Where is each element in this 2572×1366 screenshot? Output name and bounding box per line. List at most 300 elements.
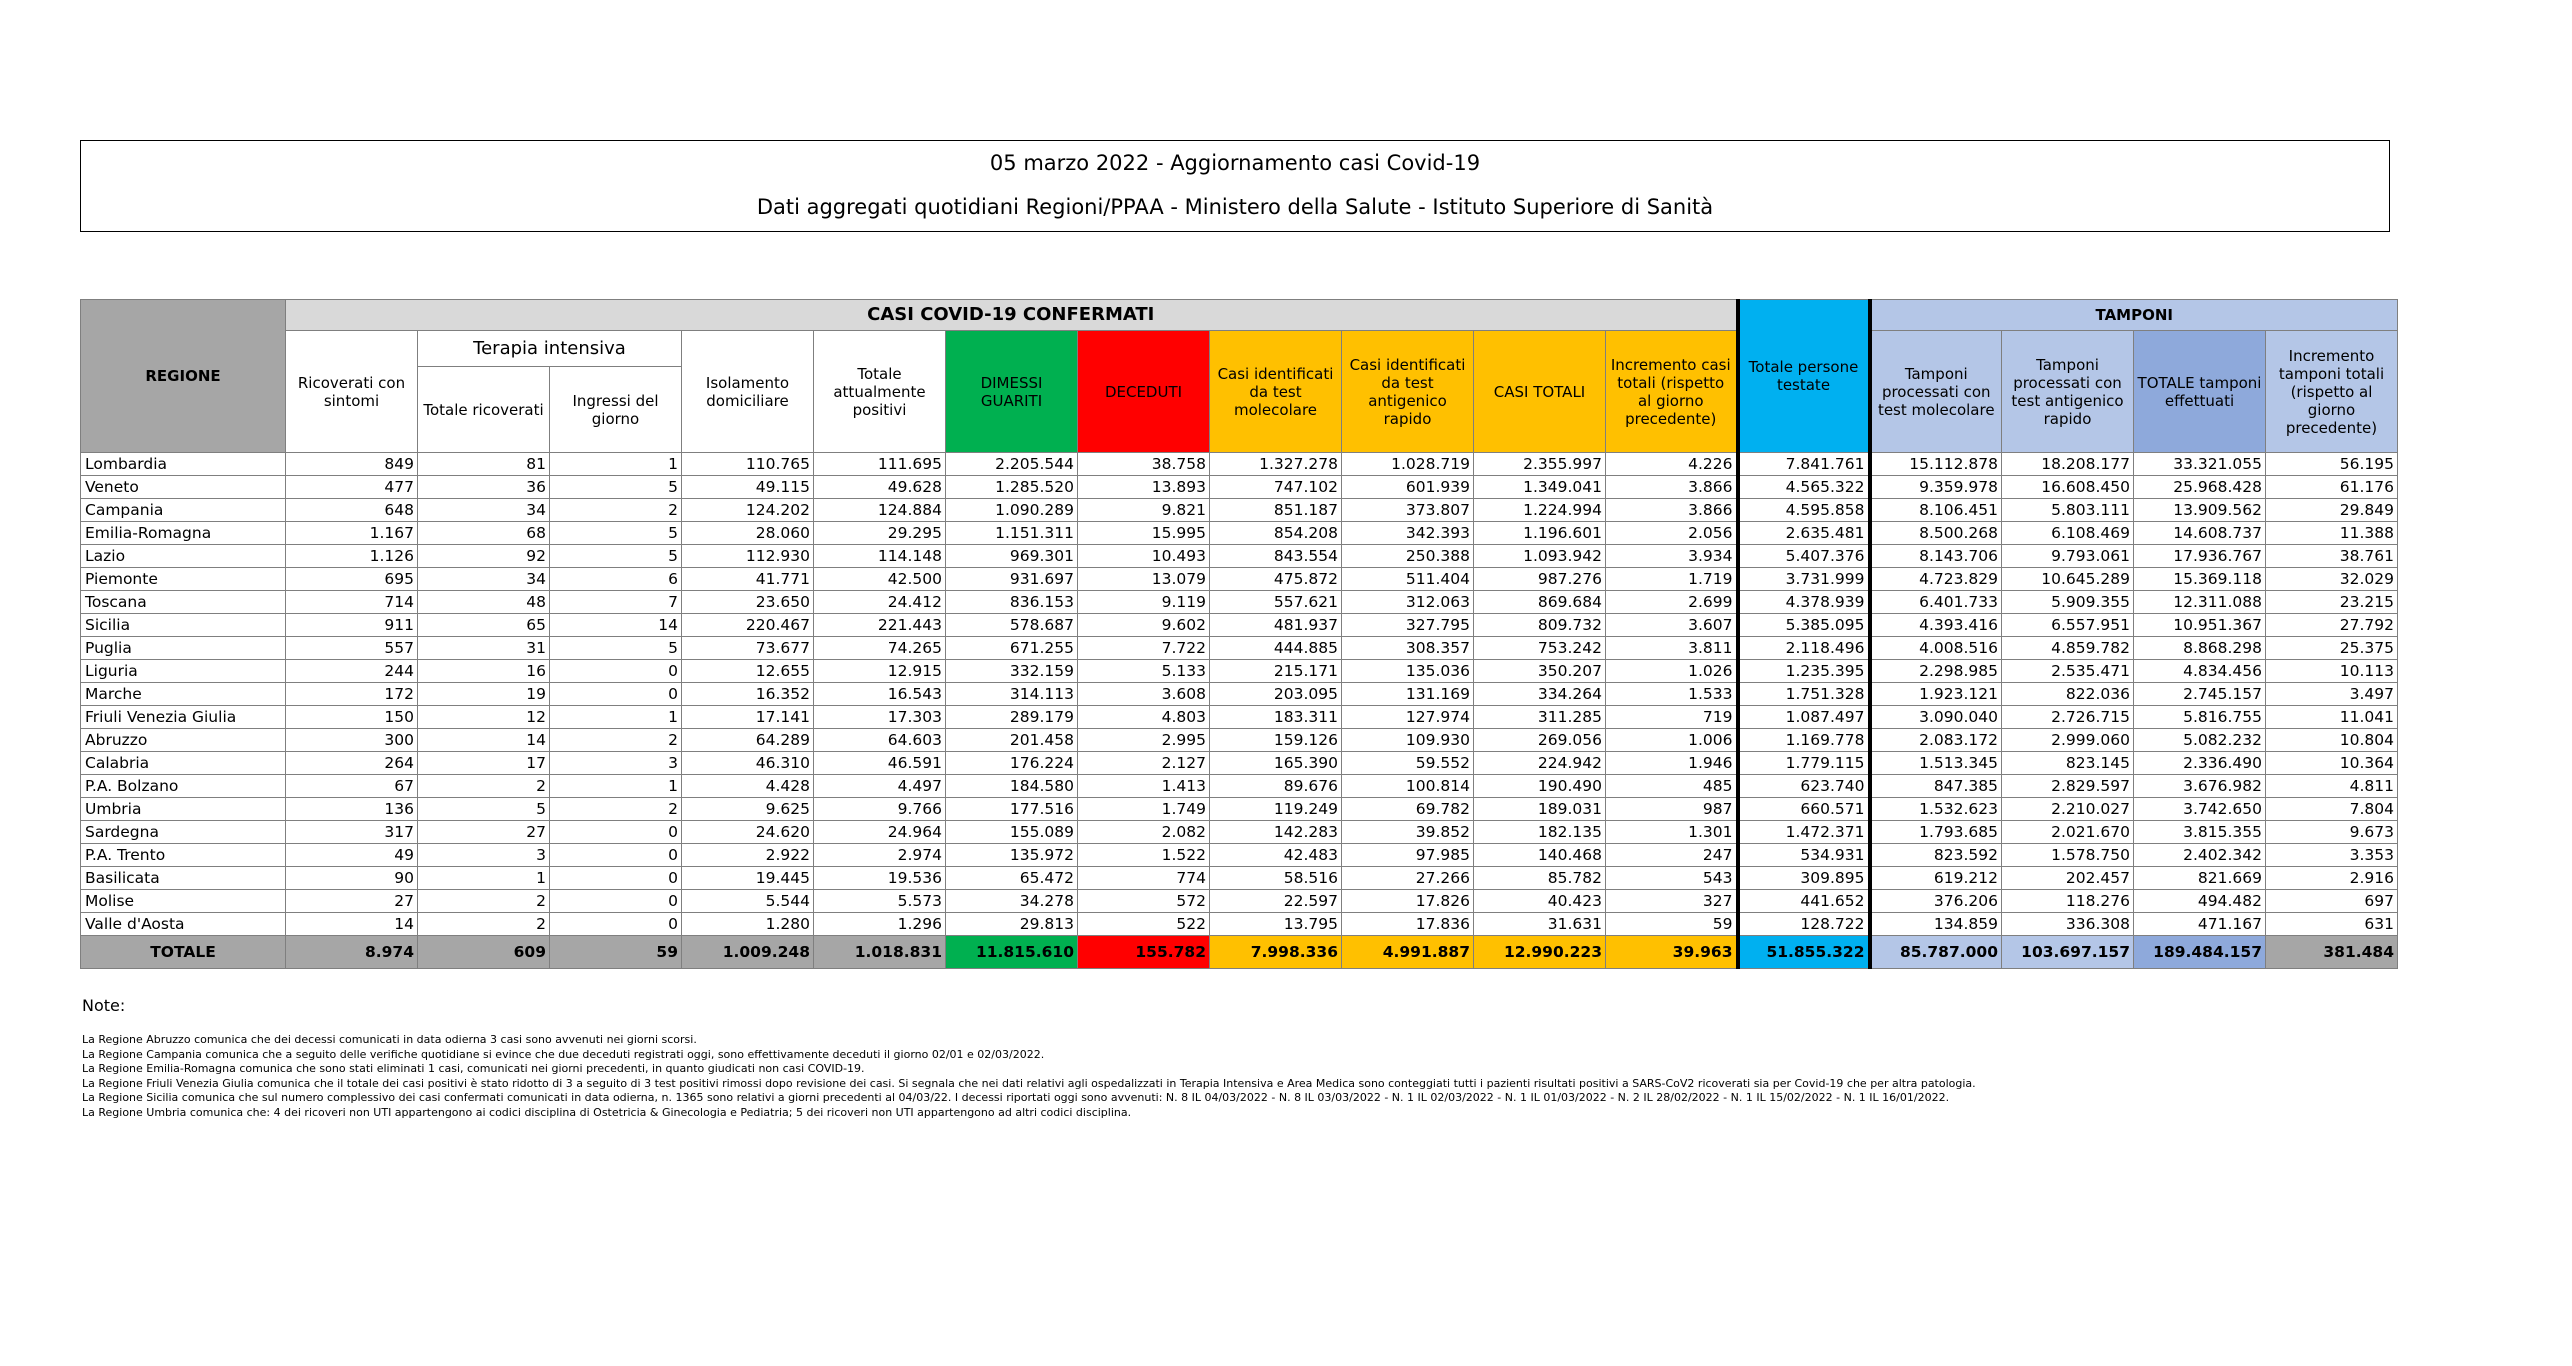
value-cell: 1.946 bbox=[1606, 752, 1738, 775]
value-cell: 601.939 bbox=[1342, 476, 1474, 499]
value-cell: 543 bbox=[1606, 867, 1738, 890]
value-cell: 10.645.289 bbox=[2002, 568, 2134, 591]
value-cell: 2.056 bbox=[1606, 522, 1738, 545]
value-cell: 9.821 bbox=[1078, 499, 1210, 522]
value-cell: 13.893 bbox=[1078, 476, 1210, 499]
value-cell: 15.369.118 bbox=[2134, 568, 2266, 591]
notes-list bbox=[82, 1033, 2382, 1120]
value-cell: 247 bbox=[1606, 844, 1738, 867]
value-cell: 42.483 bbox=[1210, 844, 1342, 867]
value-cell: 34.278 bbox=[946, 890, 1078, 913]
value-cell: 2 bbox=[418, 913, 550, 936]
value-cell: 14 bbox=[418, 729, 550, 752]
value-cell: 309.895 bbox=[1738, 867, 1870, 890]
totals-value-cell: 12.990.223 bbox=[1474, 936, 1606, 969]
value-cell: 7 bbox=[550, 591, 682, 614]
value-cell: 65 bbox=[418, 614, 550, 637]
col-header-casi-test-antigenico: Casi identificati da test antigenico rapido bbox=[1342, 331, 1474, 453]
value-cell: 477 bbox=[286, 476, 418, 499]
value-cell: 29.295 bbox=[814, 522, 946, 545]
value-cell: 136 bbox=[286, 798, 418, 821]
table-row bbox=[81, 683, 2398, 706]
value-cell: 269.056 bbox=[1474, 729, 1606, 752]
value-cell: 3.811 bbox=[1606, 637, 1738, 660]
value-cell: 28.060 bbox=[682, 522, 814, 545]
value-cell: 124.884 bbox=[814, 499, 946, 522]
value-cell: 311.285 bbox=[1474, 706, 1606, 729]
value-cell: 4.803 bbox=[1078, 706, 1210, 729]
value-cell: 9.625 bbox=[682, 798, 814, 821]
value-cell: 2 bbox=[418, 775, 550, 798]
value-cell: 5 bbox=[550, 522, 682, 545]
totals-value-cell: 609 bbox=[418, 936, 550, 969]
value-cell: 177.516 bbox=[946, 798, 1078, 821]
value-cell: 987 bbox=[1606, 798, 1738, 821]
totals-value-cell: 4.991.887 bbox=[1342, 936, 1474, 969]
value-cell: 327 bbox=[1606, 890, 1738, 913]
value-cell: 46.591 bbox=[814, 752, 946, 775]
value-cell: 19 bbox=[418, 683, 550, 706]
value-cell: 0 bbox=[550, 821, 682, 844]
value-cell: 1.006 bbox=[1606, 729, 1738, 752]
value-cell: 931.697 bbox=[946, 568, 1078, 591]
totals-label: TOTALE bbox=[81, 936, 286, 969]
col-header-tamponi-antigenico: Tamponi processati con test antigenico rapido bbox=[2002, 331, 2134, 453]
value-cell: 3.353 bbox=[2266, 844, 2398, 867]
value-cell: 3.815.355 bbox=[2134, 821, 2266, 844]
value-cell: 851.187 bbox=[1210, 499, 1342, 522]
value-cell: 27 bbox=[418, 821, 550, 844]
value-cell: 2.535.471 bbox=[2002, 660, 2134, 683]
value-cell: 13.795 bbox=[1210, 913, 1342, 936]
value-cell: 1.026 bbox=[1606, 660, 1738, 683]
value-cell: 220.467 bbox=[682, 614, 814, 637]
value-cell: 56.195 bbox=[2266, 453, 2398, 476]
value-cell: 202.457 bbox=[2002, 867, 2134, 890]
value-cell: 1.578.750 bbox=[2002, 844, 2134, 867]
value-cell: 165.390 bbox=[1210, 752, 1342, 775]
value-cell: 5.407.376 bbox=[1738, 545, 1870, 568]
value-cell: 0 bbox=[550, 844, 682, 867]
value-cell: 342.393 bbox=[1342, 522, 1474, 545]
value-cell: 5.082.232 bbox=[2134, 729, 2266, 752]
value-cell: 81 bbox=[418, 453, 550, 476]
value-cell: 8.500.268 bbox=[1870, 522, 2002, 545]
value-cell: 17.303 bbox=[814, 706, 946, 729]
value-cell: 481.937 bbox=[1210, 614, 1342, 637]
value-cell: 2.402.342 bbox=[2134, 844, 2266, 867]
value-cell: 2.726.715 bbox=[2002, 706, 2134, 729]
value-cell: 61.176 bbox=[2266, 476, 2398, 499]
value-cell: 578.687 bbox=[946, 614, 1078, 637]
value-cell: 109.930 bbox=[1342, 729, 1474, 752]
value-cell: 10.951.367 bbox=[2134, 614, 2266, 637]
value-cell: 33.321.055 bbox=[2134, 453, 2266, 476]
value-cell: 29.813 bbox=[946, 913, 1078, 936]
value-cell: 6.108.469 bbox=[2002, 522, 2134, 545]
value-cell: 16 bbox=[418, 660, 550, 683]
value-cell: 843.554 bbox=[1210, 545, 1342, 568]
value-cell: 660.571 bbox=[1738, 798, 1870, 821]
value-cell: 1 bbox=[550, 706, 682, 729]
value-cell: 0 bbox=[550, 660, 682, 683]
value-cell: 58.516 bbox=[1210, 867, 1342, 890]
value-cell: 2.916 bbox=[2266, 867, 2398, 890]
region-name-cell: Valle d'Aosta bbox=[81, 913, 286, 936]
value-cell: 7.841.761 bbox=[1738, 453, 1870, 476]
value-cell: 118.276 bbox=[2002, 890, 2134, 913]
value-cell: 25.968.428 bbox=[2134, 476, 2266, 499]
totals-value-cell: 103.697.157 bbox=[2002, 936, 2134, 969]
value-cell: 5 bbox=[550, 637, 682, 660]
value-cell: 4.834.456 bbox=[2134, 660, 2266, 683]
value-cell: 24.620 bbox=[682, 821, 814, 844]
value-cell: 110.765 bbox=[682, 453, 814, 476]
value-cell: 854.208 bbox=[1210, 522, 1342, 545]
value-cell: 27.792 bbox=[2266, 614, 2398, 637]
value-cell: 1.235.395 bbox=[1738, 660, 1870, 683]
value-cell: 67 bbox=[286, 775, 418, 798]
value-cell: 140.468 bbox=[1474, 844, 1606, 867]
value-cell: 41.771 bbox=[682, 568, 814, 591]
value-cell: 9.359.978 bbox=[1870, 476, 2002, 499]
value-cell: 3.731.999 bbox=[1738, 568, 1870, 591]
table-row bbox=[81, 913, 2398, 936]
value-cell: 1.301 bbox=[1606, 821, 1738, 844]
value-cell: 847.385 bbox=[1870, 775, 2002, 798]
col-header-dimessi-guariti: DIMESSI GUARITI bbox=[946, 331, 1078, 453]
value-cell: 3.090.040 bbox=[1870, 706, 2002, 729]
value-cell: 1.151.311 bbox=[946, 522, 1078, 545]
value-cell: 189.031 bbox=[1474, 798, 1606, 821]
region-name-cell: Molise bbox=[81, 890, 286, 913]
totals-value-cell: 59 bbox=[550, 936, 682, 969]
col-header-totale-ricoverati: Totale ricoverati bbox=[418, 367, 550, 453]
value-cell: 1.296 bbox=[814, 913, 946, 936]
value-cell: 1.285.520 bbox=[946, 476, 1078, 499]
note-line: La Regione Campania comunica che a seguito delle verifiche quotidiane si evince che due deceduti registrati oggi, sono effettivamente deceduti il giorno 02/01 e 02/03/2022. bbox=[82, 1047, 1045, 1061]
value-cell: 17.826 bbox=[1342, 890, 1474, 913]
value-cell: 3.742.650 bbox=[2134, 798, 2266, 821]
value-cell: 64.289 bbox=[682, 729, 814, 752]
value-cell: 5.803.111 bbox=[2002, 499, 2134, 522]
group-header-terapia-intensiva: Terapia intensiva bbox=[418, 331, 682, 367]
totals-value-cell: 85.787.000 bbox=[1870, 936, 2002, 969]
value-cell: 2.118.496 bbox=[1738, 637, 1870, 660]
value-cell: 49 bbox=[286, 844, 418, 867]
note-line: La Regione Abruzzo comunica che dei decessi comunicati in data odierna 3 casi sono avvenuti nei giorni scorsi. bbox=[82, 1033, 697, 1046]
value-cell: 1.413 bbox=[1078, 775, 1210, 798]
value-cell: 190.490 bbox=[1474, 775, 1606, 798]
value-cell: 2.127 bbox=[1078, 752, 1210, 775]
value-cell: 300 bbox=[286, 729, 418, 752]
region-name-cell: Campania bbox=[81, 499, 286, 522]
value-cell: 135.036 bbox=[1342, 660, 1474, 683]
report-subtitle: Dati aggregati quotidiani Regioni/PPAA - Ministero della Salute - Istituto Superiore di Sanità bbox=[756, 195, 1714, 219]
value-cell: 27 bbox=[286, 890, 418, 913]
table-row bbox=[81, 522, 2398, 545]
value-cell: 0 bbox=[550, 913, 682, 936]
value-cell: 24.412 bbox=[814, 591, 946, 614]
table-row bbox=[81, 453, 2398, 476]
value-cell: 4.428 bbox=[682, 775, 814, 798]
value-cell: 4.811 bbox=[2266, 775, 2398, 798]
region-name-cell: Liguria bbox=[81, 660, 286, 683]
value-cell: 32.029 bbox=[2266, 568, 2398, 591]
value-cell: 911 bbox=[286, 614, 418, 637]
value-cell: 142.283 bbox=[1210, 821, 1342, 844]
table-row bbox=[81, 476, 2398, 499]
value-cell: 8.143.706 bbox=[1870, 545, 2002, 568]
value-cell: 36 bbox=[418, 476, 550, 499]
value-cell: 7.722 bbox=[1078, 637, 1210, 660]
value-cell: 124.202 bbox=[682, 499, 814, 522]
value-cell: 4.859.782 bbox=[2002, 637, 2134, 660]
totals-value-cell: 155.782 bbox=[1078, 936, 1210, 969]
value-cell: 1.779.115 bbox=[1738, 752, 1870, 775]
value-cell: 0 bbox=[550, 867, 682, 890]
value-cell: 59 bbox=[1606, 913, 1738, 936]
value-cell: 2 bbox=[550, 499, 682, 522]
value-cell: 2.999.060 bbox=[2002, 729, 2134, 752]
value-cell: 619.212 bbox=[1870, 867, 2002, 890]
value-cell: 12.311.088 bbox=[2134, 591, 2266, 614]
value-cell: 4.226 bbox=[1606, 453, 1738, 476]
value-cell: 16.352 bbox=[682, 683, 814, 706]
value-cell: 5 bbox=[418, 798, 550, 821]
value-cell: 2.336.490 bbox=[2134, 752, 2266, 775]
value-cell: 4.393.416 bbox=[1870, 614, 2002, 637]
value-cell: 987.276 bbox=[1474, 568, 1606, 591]
value-cell: 314.113 bbox=[946, 683, 1078, 706]
table-row bbox=[81, 499, 2398, 522]
table-row bbox=[81, 775, 2398, 798]
value-cell: 23.215 bbox=[2266, 591, 2398, 614]
value-cell: 19.536 bbox=[814, 867, 946, 890]
value-cell: 836.153 bbox=[946, 591, 1078, 614]
value-cell: 3.497 bbox=[2266, 683, 2398, 706]
value-cell: 2.745.157 bbox=[2134, 683, 2266, 706]
value-cell: 2.210.027 bbox=[2002, 798, 2134, 821]
report-title: 05 marzo 2022 - Aggiornamento casi Covid-19 bbox=[989, 151, 1481, 175]
value-cell: 112.930 bbox=[682, 545, 814, 568]
value-cell: 25.375 bbox=[2266, 637, 2398, 660]
value-cell: 5.385.095 bbox=[1738, 614, 1870, 637]
value-cell: 312.063 bbox=[1342, 591, 1474, 614]
value-cell: 631 bbox=[2266, 913, 2398, 936]
col-header-totale-attualmente-positivi: Totale attualmente positivi bbox=[814, 331, 946, 453]
value-cell: 8.868.298 bbox=[2134, 637, 2266, 660]
value-cell: 2 bbox=[550, 798, 682, 821]
col-header-deceduti: DECEDUTI bbox=[1078, 331, 1210, 453]
value-cell: 100.814 bbox=[1342, 775, 1474, 798]
value-cell: 849 bbox=[286, 453, 418, 476]
region-name-cell: Lombardia bbox=[81, 453, 286, 476]
value-cell: 10.113 bbox=[2266, 660, 2398, 683]
value-cell: 24.964 bbox=[814, 821, 946, 844]
value-cell: 11.388 bbox=[2266, 522, 2398, 545]
value-cell: 1.923.121 bbox=[1870, 683, 2002, 706]
value-cell: 11.041 bbox=[2266, 706, 2398, 729]
value-cell: 15.112.878 bbox=[1870, 453, 2002, 476]
value-cell: 3.676.982 bbox=[2134, 775, 2266, 798]
value-cell: 3 bbox=[550, 752, 682, 775]
value-cell: 221.443 bbox=[814, 614, 946, 637]
col-header-incremento-casi: Incremento casi totali (rispetto al giorno precedente) bbox=[1606, 331, 1738, 453]
value-cell: 821.669 bbox=[2134, 867, 2266, 890]
value-cell: 1.349.041 bbox=[1474, 476, 1606, 499]
value-cell: 809.732 bbox=[1474, 614, 1606, 637]
region-name-cell: Puglia bbox=[81, 637, 286, 660]
value-cell: 159.126 bbox=[1210, 729, 1342, 752]
value-cell: 119.249 bbox=[1210, 798, 1342, 821]
value-cell: 42.500 bbox=[814, 568, 946, 591]
value-cell: 5 bbox=[550, 476, 682, 499]
value-cell: 332.159 bbox=[946, 660, 1078, 683]
value-cell: 557.621 bbox=[1210, 591, 1342, 614]
value-cell: 494.482 bbox=[2134, 890, 2266, 913]
value-cell: 2.995 bbox=[1078, 729, 1210, 752]
col-header-regione: REGIONE bbox=[81, 300, 286, 453]
value-cell: 1.533 bbox=[1606, 683, 1738, 706]
value-cell: 1.126 bbox=[286, 545, 418, 568]
value-cell: 317 bbox=[286, 821, 418, 844]
value-cell: 9.793.061 bbox=[2002, 545, 2134, 568]
value-cell: 4.595.858 bbox=[1738, 499, 1870, 522]
value-cell: 869.684 bbox=[1474, 591, 1606, 614]
region-name-cell: P.A. Bolzano bbox=[81, 775, 286, 798]
value-cell: 48 bbox=[418, 591, 550, 614]
table-row bbox=[81, 591, 2398, 614]
value-cell: 59.552 bbox=[1342, 752, 1474, 775]
value-cell: 184.580 bbox=[946, 775, 1078, 798]
value-cell: 8.106.451 bbox=[1870, 499, 2002, 522]
value-cell: 1.327.278 bbox=[1210, 453, 1342, 476]
note-line: La Regione Emilia-Romagna comunica che sono stati eliminati 1 casi, comunicati nei giorni precedenti, in quanto giudicati non casi COVID-19. bbox=[82, 1062, 865, 1075]
table-row bbox=[81, 568, 2398, 591]
col-header-totale-persone-testate: Totale persone testate bbox=[1738, 300, 1870, 453]
value-cell: 697 bbox=[2266, 890, 2398, 913]
value-cell: 471.167 bbox=[2134, 913, 2266, 936]
value-cell: 203.095 bbox=[1210, 683, 1342, 706]
value-cell: 46.310 bbox=[682, 752, 814, 775]
value-cell: 5.909.355 bbox=[2002, 591, 2134, 614]
value-cell: 441.652 bbox=[1738, 890, 1870, 913]
value-cell: 7.804 bbox=[2266, 798, 2398, 821]
value-cell: 40.423 bbox=[1474, 890, 1606, 913]
value-cell: 89.676 bbox=[1210, 775, 1342, 798]
value-cell: 128.722 bbox=[1738, 913, 1870, 936]
value-cell: 1 bbox=[550, 453, 682, 476]
value-cell: 695 bbox=[286, 568, 418, 591]
note-line: La Regione Friuli Venezia Giulia comunica che il totale dei casi positivi è stato ridotto di 3 a seguito di 3 test positivi rimossi dopo revisione dei casi. Si segnala che nei dati relativi agli ospedalizzati in Terapia Intensiva e Area Medica sono conteggiati tutti i pazienti risultati positivi a SARS-CoV2 ricoverati sia per Covid-19 che per altra patologia. bbox=[82, 1076, 1976, 1090]
value-cell: 714 bbox=[286, 591, 418, 614]
value-cell: 5.816.755 bbox=[2134, 706, 2266, 729]
value-cell: 19.445 bbox=[682, 867, 814, 890]
value-cell: 6 bbox=[550, 568, 682, 591]
value-cell: 9.119 bbox=[1078, 591, 1210, 614]
value-cell: 135.972 bbox=[946, 844, 1078, 867]
table-row bbox=[81, 729, 2398, 752]
value-cell: 522 bbox=[1078, 913, 1210, 936]
value-cell: 823.145 bbox=[2002, 752, 2134, 775]
value-cell: 753.242 bbox=[1474, 637, 1606, 660]
value-cell: 747.102 bbox=[1210, 476, 1342, 499]
value-cell: 31 bbox=[418, 637, 550, 660]
value-cell: 4.008.516 bbox=[1870, 637, 2002, 660]
value-cell: 336.308 bbox=[2002, 913, 2134, 936]
value-cell: 3 bbox=[418, 844, 550, 867]
table-row bbox=[81, 614, 2398, 637]
value-cell: 182.135 bbox=[1474, 821, 1606, 844]
value-cell: 64.603 bbox=[814, 729, 946, 752]
value-cell: 534.931 bbox=[1738, 844, 1870, 867]
value-cell: 16.608.450 bbox=[2002, 476, 2134, 499]
table-row bbox=[81, 821, 2398, 844]
value-cell: 6.401.733 bbox=[1870, 591, 2002, 614]
value-cell: 27.266 bbox=[1342, 867, 1474, 890]
covid-cases-table bbox=[80, 299, 2398, 969]
totals-value-cell: 1.009.248 bbox=[682, 936, 814, 969]
value-cell: 12 bbox=[418, 706, 550, 729]
region-name-cell: P.A. Trento bbox=[81, 844, 286, 867]
value-cell: 671.255 bbox=[946, 637, 1078, 660]
value-cell: 3.608 bbox=[1078, 683, 1210, 706]
table-row bbox=[81, 890, 2398, 913]
group-header-tamponi: TAMPONI bbox=[1870, 300, 2398, 331]
col-header-incremento-tamponi: Incremento tamponi totali (rispetto al giorno precedente) bbox=[2266, 331, 2398, 453]
notes-title: Note: bbox=[82, 996, 126, 1015]
value-cell: 97.985 bbox=[1342, 844, 1474, 867]
value-cell: 23.650 bbox=[682, 591, 814, 614]
region-name-cell: Marche bbox=[81, 683, 286, 706]
value-cell: 1 bbox=[550, 775, 682, 798]
totals-value-cell: 39.963 bbox=[1606, 936, 1738, 969]
note-line: La Regione Umbria comunica che: 4 dei ricoveri non UTI appartengono ai codici disciplina di Ostetricia & Ginecologia e Pediatria; 5 dei ricoveri non UTI appartengono ad altri codici disciplina. bbox=[82, 1105, 1132, 1119]
value-cell: 172 bbox=[286, 683, 418, 706]
group-header-casi-confermati: CASI COVID-19 CONFERMATI bbox=[286, 300, 1738, 331]
value-cell: 350.207 bbox=[1474, 660, 1606, 683]
report-header bbox=[80, 140, 2390, 232]
value-cell: 134.859 bbox=[1870, 913, 2002, 936]
totals-value-cell: 51.855.322 bbox=[1738, 936, 1870, 969]
value-cell: 31.631 bbox=[1474, 913, 1606, 936]
value-cell: 92 bbox=[418, 545, 550, 568]
value-cell: 16.543 bbox=[814, 683, 946, 706]
value-cell: 4.565.322 bbox=[1738, 476, 1870, 499]
value-cell: 308.357 bbox=[1342, 637, 1474, 660]
value-cell: 822.036 bbox=[2002, 683, 2134, 706]
value-cell: 2.922 bbox=[682, 844, 814, 867]
col-header-casi-test-molecolare: Casi identificati da test molecolare bbox=[1210, 331, 1342, 453]
value-cell: 9.673 bbox=[2266, 821, 2398, 844]
value-cell: 12.655 bbox=[682, 660, 814, 683]
value-cell: 250.388 bbox=[1342, 545, 1474, 568]
value-cell: 1.196.601 bbox=[1474, 522, 1606, 545]
value-cell: 511.404 bbox=[1342, 568, 1474, 591]
value-cell: 2.829.597 bbox=[2002, 775, 2134, 798]
value-cell: 17 bbox=[418, 752, 550, 775]
value-cell: 1 bbox=[418, 867, 550, 890]
value-cell: 1.090.289 bbox=[946, 499, 1078, 522]
col-header-tamponi-molecolare: Tamponi processati con test molecolare bbox=[1870, 331, 2002, 453]
value-cell: 1.280 bbox=[682, 913, 814, 936]
value-cell: 1.224.994 bbox=[1474, 499, 1606, 522]
totals-row bbox=[81, 936, 2398, 969]
table-row bbox=[81, 706, 2398, 729]
table-row bbox=[81, 752, 2398, 775]
value-cell: 85.782 bbox=[1474, 867, 1606, 890]
